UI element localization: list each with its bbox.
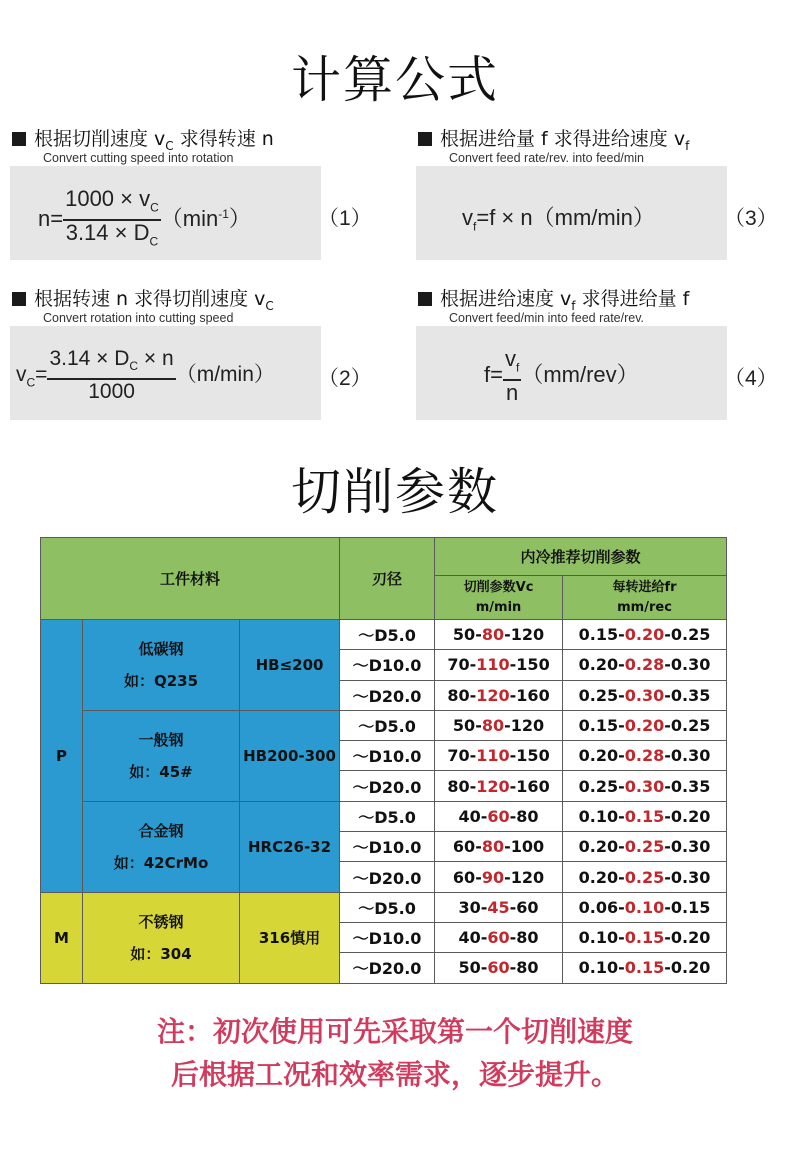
formula-3-english: Convert feed rate/rev. into feed/min xyxy=(449,150,645,165)
square-bullet-icon xyxy=(418,292,432,306)
fr-cell: 0.15-0.20-0.25 xyxy=(563,620,727,650)
table-body xyxy=(41,620,727,984)
cutting-params-table xyxy=(40,537,727,984)
diameter-cell: ～D10.0 xyxy=(340,922,435,952)
note-line-2: 后根据工况和效率需求，逐步提升。 xyxy=(170,1058,619,1091)
material-name: 不锈钢 如：304 xyxy=(83,892,240,983)
diameter-cell: ～D5.0 xyxy=(340,710,435,740)
fr-cell: 0.15-0.20-0.25 xyxy=(563,710,727,740)
fr-cell: 0.25-0.30-0.35 xyxy=(563,680,727,710)
diameter-cell: ～D20.0 xyxy=(340,771,435,801)
material-name: 一般钢 如：45# xyxy=(83,710,240,801)
vc-cell: 60-90-120 xyxy=(435,862,563,892)
params-section-title: 切削参数 xyxy=(291,463,499,521)
fr-cell: 0.20-0.25-0.30 xyxy=(563,832,727,862)
formula-2-number: （2） xyxy=(318,367,372,390)
diameter-cell: ～D10.0 xyxy=(340,741,435,771)
square-bullet-icon xyxy=(418,132,432,146)
vc-cell: 60-80-100 xyxy=(435,832,563,862)
fr-cell: 0.20-0.25-0.30 xyxy=(563,862,727,892)
vc-cell: 70-110-150 xyxy=(435,650,563,680)
fr-cell: 0.25-0.30-0.35 xyxy=(563,771,727,801)
header-recommended: 内冷推荐切削参数 xyxy=(435,538,727,576)
vc-cell: 80-120-160 xyxy=(435,680,563,710)
fr-cell: 0.06-0.10-0.15 xyxy=(563,892,727,922)
material-class: P xyxy=(41,620,83,893)
vc-cell: 40-60-80 xyxy=(435,801,563,831)
formula-4-heading: 根据进给速度 $v_f$ 求得进给量 f Convert feed/min into feed rate/rev. xyxy=(418,284,689,325)
diameter-cell: ～D10.0 xyxy=(340,650,435,680)
formula-section-title: 计算公式 xyxy=(291,51,499,109)
vc-cell: 50-60-80 xyxy=(435,953,563,983)
vc-cell: 80-120-160 xyxy=(435,771,563,801)
diameter-cell: ～D5.0 xyxy=(340,620,435,650)
fr-cell: 0.10-0.15-0.20 xyxy=(563,922,727,952)
table-row xyxy=(41,620,727,650)
material-hardness: 316慎用 xyxy=(240,892,340,983)
formula-1-number: （1） xyxy=(318,207,372,230)
table-row xyxy=(41,710,727,740)
header-fr: 每转进给fr mm/rec xyxy=(563,576,727,620)
formula-4-expression: f= $\frac{v_f}{n}$ （mm/rev） xyxy=(484,346,639,406)
diameter-cell: ～D5.0 xyxy=(340,801,435,831)
table-row xyxy=(41,801,727,831)
material-name: 低碳钢 如：Q235 xyxy=(83,620,240,711)
material-hardness: HB200-300 xyxy=(240,710,340,801)
vc-cell: 40-60-80 xyxy=(435,922,563,952)
vc-cell: 50-80-120 xyxy=(435,620,563,650)
note-line-1: 注：初次使用可先采取第一个切削速度 xyxy=(156,1015,633,1048)
header-vc: 切削参数Vc m/min xyxy=(435,576,563,620)
square-bullet-icon xyxy=(12,292,26,306)
diameter-cell: ～D20.0 xyxy=(340,862,435,892)
diameter-cell: ～D10.0 xyxy=(340,832,435,862)
formula-1-heading: 根据切削速度 $v_C$ 求得转速 n Convert cutting speed into rotation xyxy=(12,124,274,165)
formula-1-expression: n= $\frac{1000 \times v_C}{3.14 \times D_C}$ $(\min^{-1})$ xyxy=(38,186,251,249)
formula-4-number: （4） xyxy=(724,367,778,390)
formula-2-heading: 根据转速 n 求得切削速度 $v_C$ Convert rotation into cutting speed xyxy=(12,284,274,325)
vc-cell: 50-80-120 xyxy=(435,710,563,740)
diameter-cell: ～D5.0 xyxy=(340,892,435,922)
vc-cell: 70-110-150 xyxy=(435,741,563,771)
header-material: 工件材料 xyxy=(41,538,340,620)
material-name: 合金钢 如：42CrMo xyxy=(83,801,240,892)
material-class: M xyxy=(41,892,83,983)
formula-2-english: Convert rotation into cutting speed xyxy=(43,310,234,325)
formula-3-number: （3） xyxy=(724,207,778,230)
square-bullet-icon xyxy=(12,132,26,146)
formula-1-english: Convert cutting speed into rotation xyxy=(43,150,234,165)
vc-cell: 30-45-60 xyxy=(435,892,563,922)
fr-cell: 0.10-0.15-0.20 xyxy=(563,801,727,831)
material-hardness: HB≤200 xyxy=(240,620,340,711)
formula-2-expression: $v_C=$ $\frac{3.14 \times D_C \times n}{1000}$ （m/min） xyxy=(16,347,275,404)
formula-3-heading: 根据进给量 f 求得进给速度 $v_f$ Convert feed rate/rev. into feed/min xyxy=(418,124,689,165)
material-hardness: HRC26-32 xyxy=(240,801,340,892)
fr-cell: 0.10-0.15-0.20 xyxy=(563,953,727,983)
diameter-cell: ～D20.0 xyxy=(340,680,435,710)
table-row xyxy=(41,892,727,922)
fr-cell: 0.20-0.28-0.30 xyxy=(563,741,727,771)
header-diameter: 刃径 xyxy=(340,538,435,620)
diameter-cell: ～D20.0 xyxy=(340,953,435,983)
formula-3-expression: $v_f=f \times n(mm/\min)$ xyxy=(462,205,655,234)
formula-4-english: Convert feed/min into feed rate/rev. xyxy=(449,310,645,325)
fr-cell: 0.20-0.28-0.30 xyxy=(563,650,727,680)
